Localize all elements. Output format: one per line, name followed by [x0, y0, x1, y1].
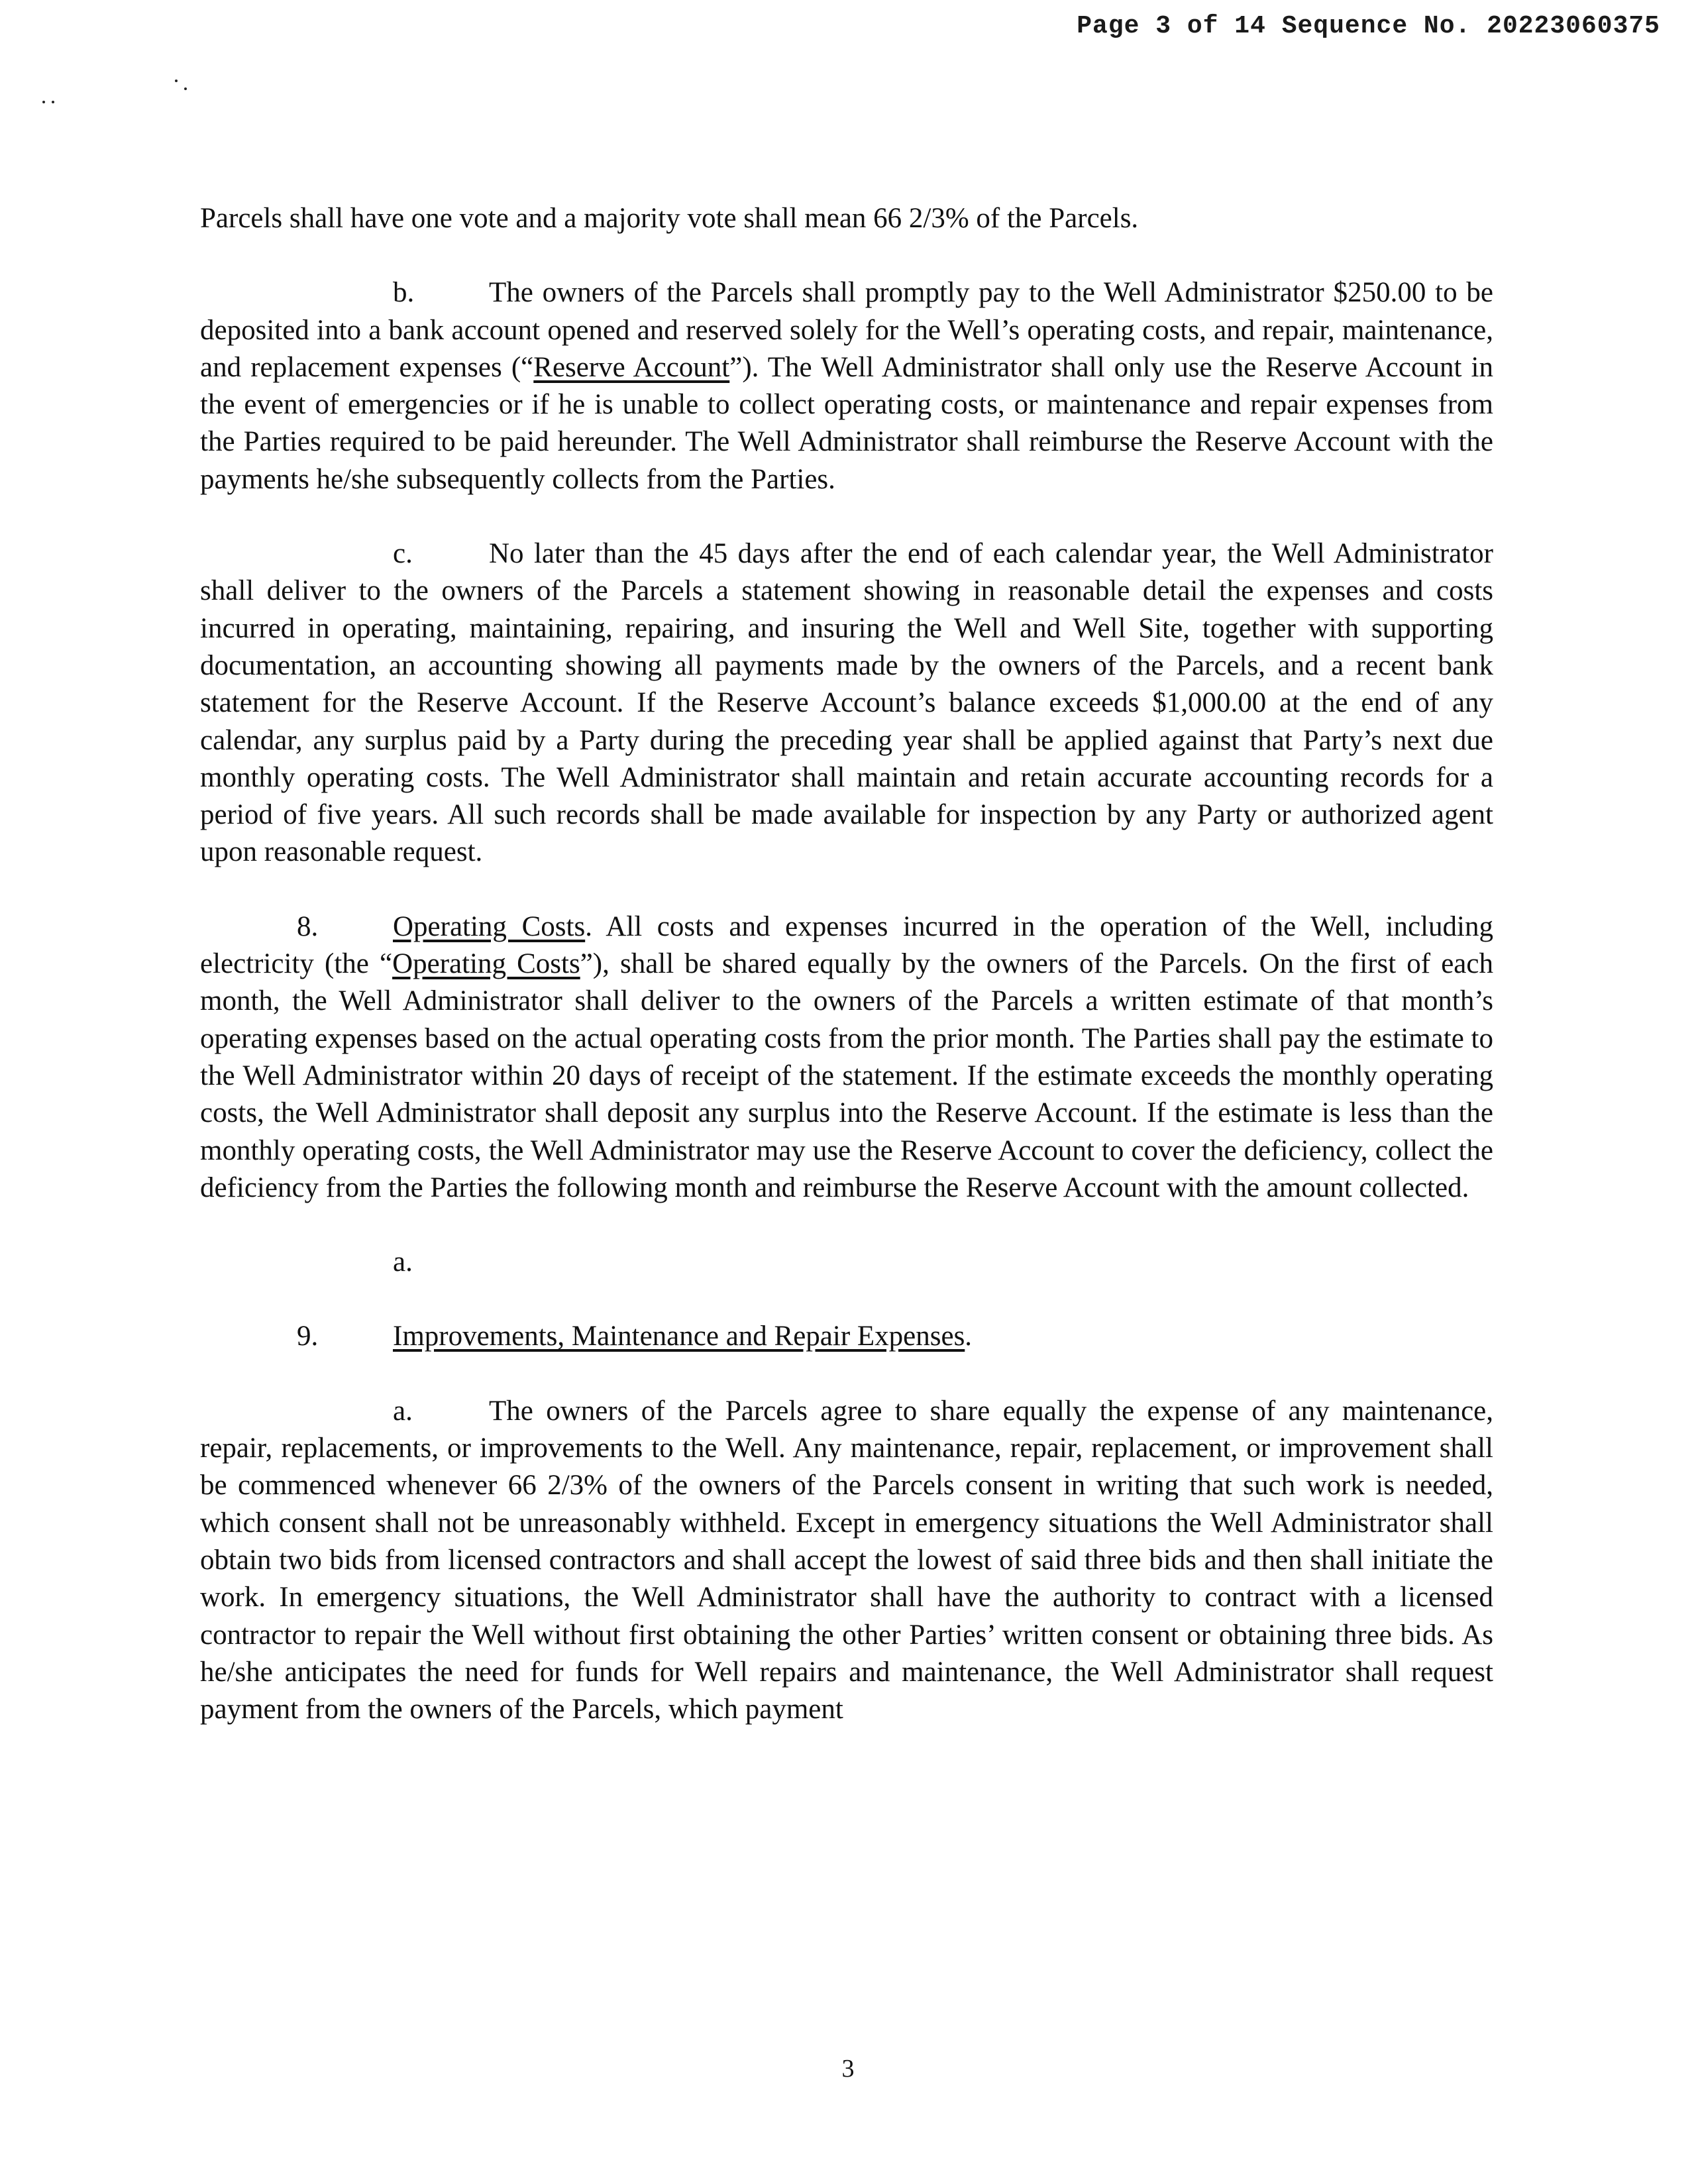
section-heading-trail: .	[965, 1321, 973, 1352]
paragraph-gap	[200, 871, 1493, 908]
paragraph-gap	[200, 1281, 1493, 1318]
section-9	[200, 1318, 1493, 1355]
defined-term: Operating Costs	[392, 948, 580, 980]
page-header: Page 3 of 14 Sequence No. 20223060375	[1077, 12, 1660, 40]
subsection-label: b.	[393, 277, 415, 309]
paragraph-text: Parcels shall have one vote and a majority vote shall mean 66 2/3% of the Parcels.	[200, 203, 1139, 234]
subsection-text: No later than the 45 days after the end of each calendar year, the Well Administrator shall deliver to the owners of the Parcels a statement showing in reasonable detail the expenses and costs incurred in operating, maintaining, repairing, and insuring the Well and Well Site, together with supporting documentation, an accounting showing all payments made by the owners of the Parcels, and a recent bank statement for the Reserve Account. If the Reserve Account’s balance exceeds $1,000.00 at the end of any calendar, any surplus paid by a Party during the preceding year shall be applied against that Party’s next due monthly operating costs. The Well Administrator shall maintain and retain accurate accounting records for a period of five years. All such records shall be made available for inspection by any Party or authorized agent upon reasonable request.	[200, 538, 1493, 868]
page-number: 3	[841, 2055, 855, 2083]
subsection-label: a.	[393, 1395, 413, 1427]
subsection-label: a.	[393, 1246, 413, 1278]
section-text: . All costs and expenses incurred in the operation of the Well, including electricity (the “	[200, 910, 1493, 980]
paragraph-continued	[200, 200, 1493, 237]
document-body	[200, 200, 1493, 1728]
paragraph-gap	[200, 498, 1493, 535]
paragraph-gap	[200, 237, 1493, 274]
section-text: ”), shall be shared equally by the owners of the Parcels. On the first of each month, the Well Administrator shall deliver to the owners of the Parcels a written estimate of that month’s operating expenses based on the actual operating costs from the prior month. The Parties shall pay the estimate to the Well Administrator within 20 days of receipt of the statement. If the estimate exceeds the monthly operating costs, the Well Administrator shall deposit any surplus into the Reserve Account. If the estimate is less than the monthly operating costs, the Well Administrator may use the Reserve Account to cover the deficiency, collect the deficiency from the Parties the following month and reimburse the Reserve Account with the amount collected.	[200, 948, 1493, 1203]
subsection-text: ”). The Well Administrator shall only use the Reserve Account in the event of emergencies or if he is unable to collect operating costs, or maintenance and repair expenses from the Parties required to be paid hereunder. The Well Administrator shall reimburse the Reserve Account with the payments he/she subsequently collects from the Parties.	[200, 351, 1493, 495]
paragraph-gap	[200, 1356, 1493, 1393]
scan-speck	[175, 80, 178, 82]
subsection-9a	[200, 1393, 1493, 1729]
defined-term: Reserve Account	[533, 351, 730, 383]
section-number: 9.	[297, 1321, 319, 1352]
scan-speck	[42, 101, 45, 103]
scan-speck	[184, 87, 187, 90]
section-heading: Improvements, Maintenance and Repair Expenses	[393, 1321, 965, 1352]
section-heading: Operating Costs	[393, 910, 586, 942]
subsection-b	[200, 274, 1493, 498]
section-8	[200, 908, 1493, 1207]
subsection-c	[200, 535, 1493, 871]
subsection-label: c.	[393, 538, 413, 570]
paragraph-gap	[200, 1207, 1493, 1244]
scan-speck	[52, 101, 54, 103]
section-number: 8.	[297, 910, 319, 942]
subsection-8a	[200, 1244, 1493, 1281]
subsection-text: The owners of the Parcels agree to share equally the expense of any maintenance, repair, replacements, or improvements to the Well. Any maintenance, repair, replacement, or improvement shall be commenced whenever 66 2/3% of the owners of the Parcels consent in writing that such work is needed, which consent shall not be unreasonably withheld. Except in emergency situations the Well Administrator shall obtain two bids from licensed contractors and shall accept the lowest of said three bids and then shall initiate the work. In emergency situations, the Well Administrator shall have the authority to contract with a licensed contractor to repair the Well without first obtaining the other Parties’ written consent or obtaining three bids. As he/she anticipates the need for funds for Well repairs and maintenance, the Well Administrator shall request payment from the owners of the Parcels, which payment	[200, 1395, 1493, 1725]
subsection-text: The owners of the Parcels shall promptly pay to the Well Administrator $250.00 to be deposited into a bank account opened and reserved solely for the Well’s operating costs, and repair, maintenance, and replacement expenses (“	[200, 277, 1493, 383]
